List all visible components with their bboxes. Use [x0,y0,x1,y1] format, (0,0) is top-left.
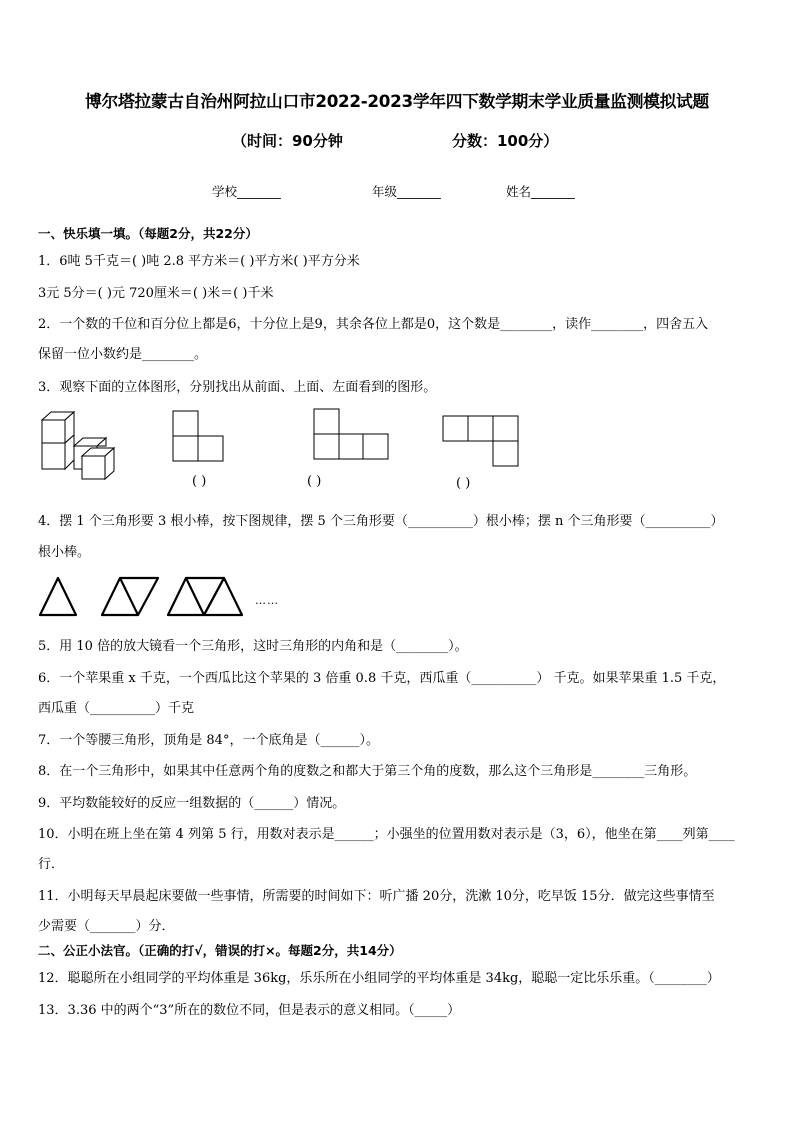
question-9-text: 9．平均数能较好的反应一组数据的（______）情况。 [38,796,346,811]
name-field[interactable]: 姓名_______ [506,184,575,199]
answer-paren-3[interactable]: ( ) [456,476,471,491]
question-7-text: 7．一个等腰三角形，顶角是 84°，一个底角是（______）。 [38,733,379,748]
pattern-ellipsis: …… [255,594,279,607]
score-label: 分数：100分） [452,132,559,150]
question-1-line-2: 3元 5分＝( )元 720厘米＝( )米＝( )千米 [38,286,274,301]
answer-paren-1[interactable]: ( ) [192,474,207,489]
question-1-line-1: 1．6吨 5千克＝( )吨 2.8 平方米＝( )平方米( )平方分米 [38,254,360,269]
question-11-line-1: 11．小明每天早晨起床要做一些事情，所需要的时间如下：听广播 20分，洗漱 10分，吃早饭 15分．做完这些事情至 [38,889,715,904]
view-shape-1 [172,410,224,462]
question-11-line-2: 少需要（_______）分． [38,919,175,934]
school-field[interactable]: 学校_______ [212,184,281,199]
question-12-text: 12．聪聪所在小组同学的平均体重是 36kg，乐乐所在小组同学的平均体重是 34kg，聪聪一定比乐乐重。（________） [38,971,720,986]
question-8-text: 8．在一个三角形中，如果其中任意两个角的度数之和都大于第三个角的度数，那么这个三角形是________三角形。 [38,764,697,779]
question-6-line-2: 西瓜重（__________）千克 [38,701,195,716]
triangle-pattern-figure [36,574,266,618]
view-shape-3 [442,415,520,467]
exam-subtitle [0,130,794,152]
view-shape-2 [313,408,389,460]
question-6-line-1: 6．一个苹果重 x 千克，一个西瓜比这个苹果的 3 倍重 0.8 千克，西瓜重（__________） 千克。如果苹果重 1.5 千克， [38,671,726,686]
question-5-text: 5．用 10 倍的放大镜看一个三角形，这时三角形的内角和是（________）。 [38,639,468,654]
question-2-line-1: 2．一个数的千位和百分位上都是6，十分位上是9，其余各位上都是0，这个数是________，读作________，四舍五入 [38,317,709,332]
question-10-line-2: 行． [38,857,65,872]
grade-field[interactable]: 年级_______ [372,184,441,199]
exam-title: 博尔塔拉蒙古自治州阿拉山口市2022-2023学年四下数学期末学业质量监测模拟试题 [85,91,709,111]
answer-paren-2[interactable]: ( ) [307,474,322,489]
question-4-line-1: 4．摆 1 个三角形要 3 根小棒，按下图规律，摆 5 个三角形要（__________）根小棒；摆 n 个三角形要（__________） [38,514,724,529]
question-3-text: 3．观察下面的立体图形，分别找出从前面、上面、左面看到的图形。 [38,380,437,395]
section-1-heading: 一、快乐填一填。（每题2分，共22分） [38,226,258,241]
time-label: （时间：90分钟 [232,132,343,150]
question-13-text: 13．3.36 中的两个“3”所在的数位不同，但是表示的意义相同。（_____） [38,1003,461,1018]
question-4-line-2: 根小棒。 [38,545,91,560]
section-2-heading: 二、公正小法官。（正确的打√，错误的打×。每题2分，共14分） [38,943,402,958]
question-10-line-1: 10．小明在班上坐在第 4 列第 5 行，用数对表示是______；小强坐的位置用数对表示是（3，6），他坐在第____列第____ [38,827,735,842]
question-2-line-2: 保留一位小数约是________。 [38,347,208,362]
cube-solid-figure [36,408,126,484]
